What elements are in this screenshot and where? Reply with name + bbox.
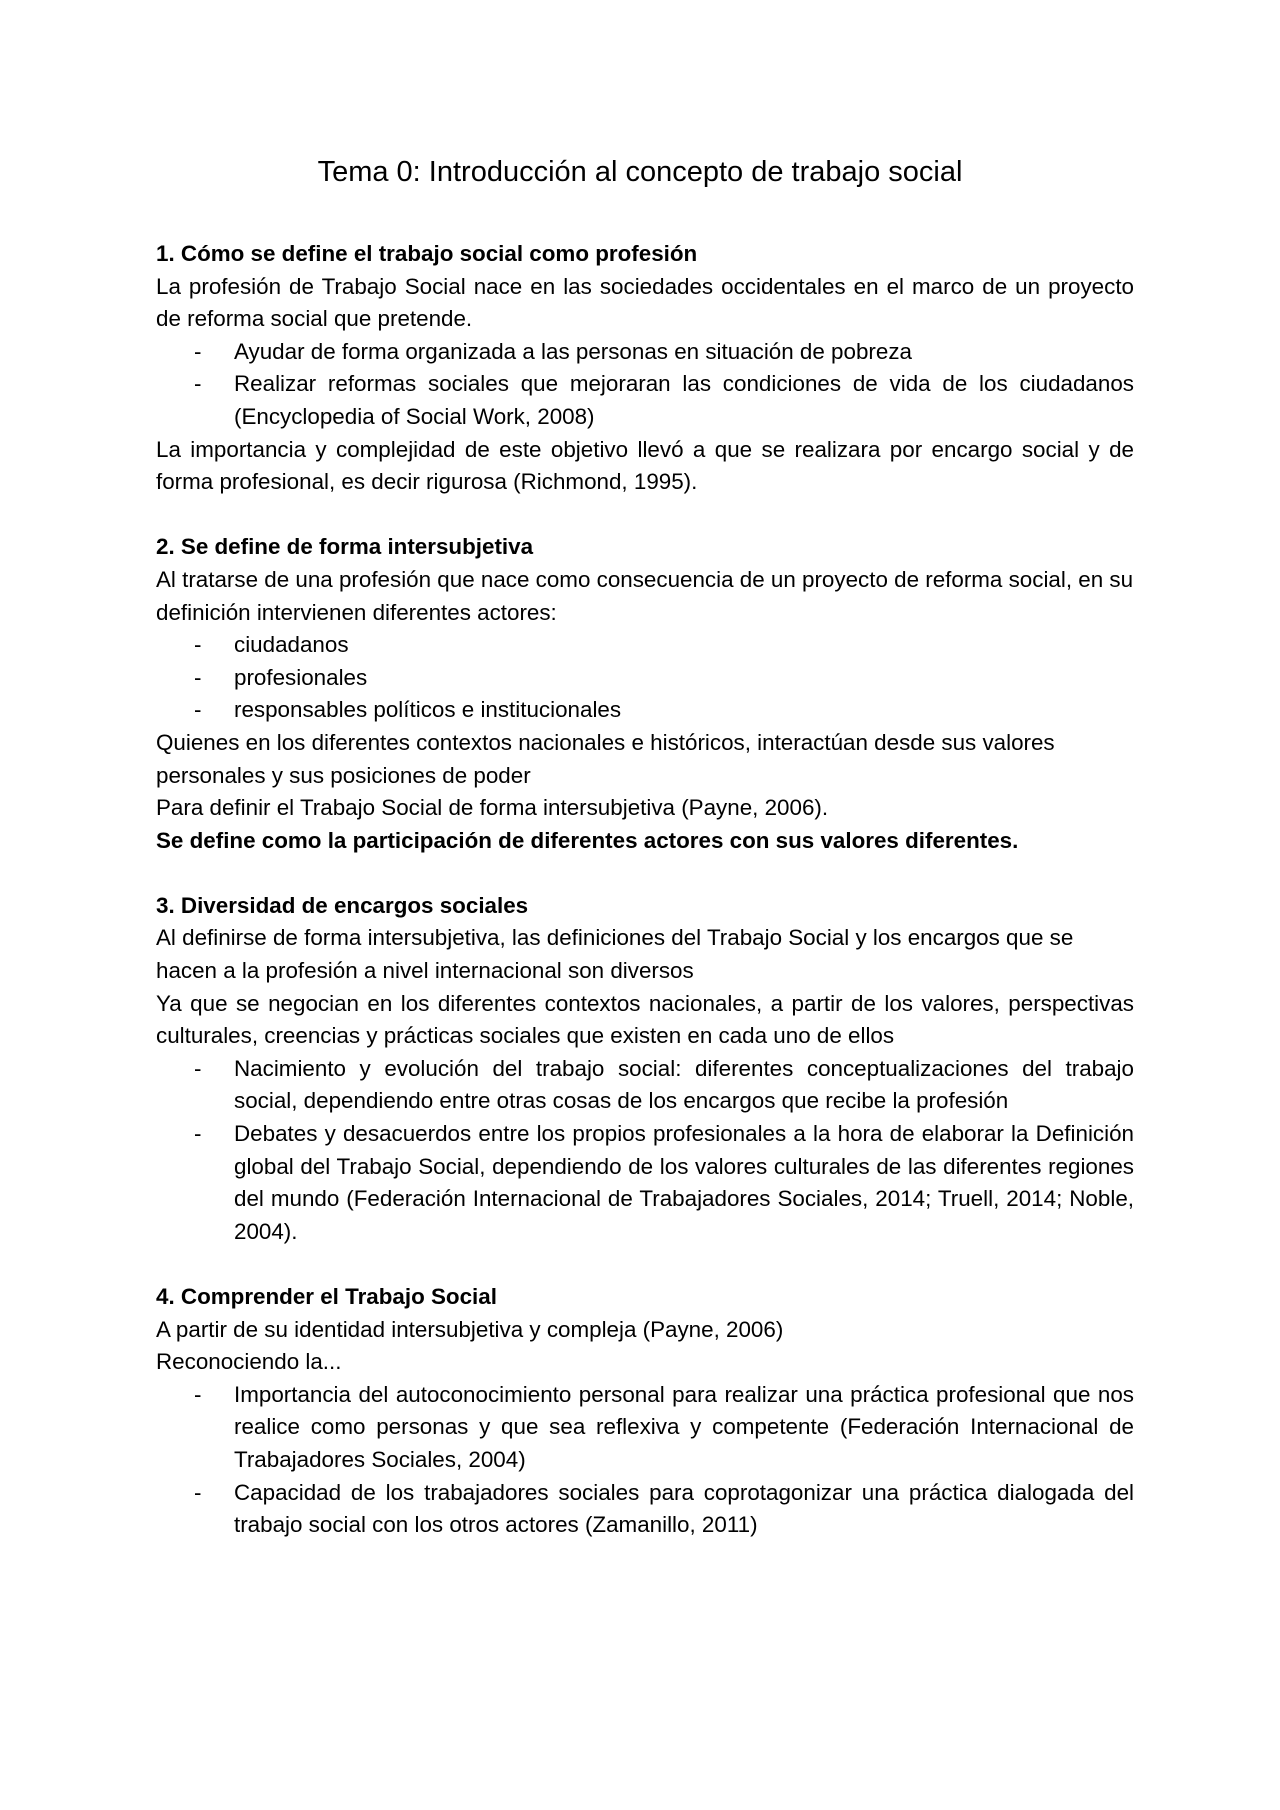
- paragraph: La importancia y complejidad de este objetivo llevó a que se realizara por encargo social y de forma profesional, es decir rigurosa (Richmond, 1995).: [156, 436, 1134, 495]
- bullet-list: [156, 629, 1134, 727]
- section-4: [156, 1281, 1134, 1542]
- section-heading: 3. Diversidad de encargos sociales: [156, 892, 529, 918]
- list-item: - Ayudar de forma organizada a las personas en situación de pobreza: [156, 336, 1134, 369]
- paragraph: Reconociendo la...: [156, 1349, 342, 1375]
- document-body: [156, 238, 1134, 1574]
- section-3: [156, 890, 1134, 1249]
- paragraph: Para definir el Trabajo Social de forma intersubjetiva (Payne, 2006).: [156, 795, 829, 821]
- paragraph: Al definirse de forma intersubjetiva, las definiciones del Trabajo Social y los encargos que se hacen a la profesión a nivel internacional son diversos: [156, 925, 1074, 984]
- bullet-list: [156, 336, 1134, 434]
- list-item: - Importancia del autoconocimiento personal para realizar una práctica profesional que nos realice como personas y que sea reflexiva y competente (Federación Internacional de Trabajadores Sociales, 2004): [156, 1379, 1134, 1477]
- bullet-list: [156, 1379, 1134, 1542]
- section-heading: 4. Comprender el Trabajo Social: [156, 1284, 497, 1309]
- bullet-list: [156, 1053, 1134, 1249]
- paragraph: La profesión de Trabajo Social nace en las sociedades occidentales en el marco de un proyecto de reforma social que pretende.: [156, 273, 1134, 332]
- paragraph: Al tratarse de una profesión que nace como consecuencia de un proyecto de reforma social, en su definición intervienen diferentes actores:: [156, 566, 1134, 625]
- section-2: [156, 531, 1134, 857]
- list-item: - Capacidad de los trabajadores sociales para coprotagonizar una práctica dialogada del trabajo social con los otros actores (Zamanillo, 2011): [156, 1477, 1134, 1542]
- paragraph: A partir de su identidad intersubjetiva y compleja (Payne, 2006): [156, 1316, 784, 1342]
- emphasis-statement: Se define como la participación de diferentes actores con sus valores diferentes.: [156, 827, 1019, 853]
- paragraph: Quienes en los diferentes contextos nacionales e históricos, interactúan desde sus valores personales y sus posiciones de poder: [156, 729, 1055, 788]
- list-item: - ciudadanos: [156, 629, 1134, 662]
- document-title: Tema 0: Introducción al concepto de trabajo social: [317, 156, 963, 188]
- list-item: - profesionales: [156, 662, 1134, 695]
- list-item: - Realizar reformas sociales que mejoraran las condiciones de vida de los ciudadanos (Encyclopedia of Social Work, 2008): [156, 368, 1134, 433]
- list-item: - Debates y desacuerdos entre los propios profesionales a la hora de elaborar la Definición global del Trabajo Social, dependiendo de los valores culturales de las diferentes regiones del mundo (Federación Internacional de Trabajadores Sociales, 2014; Truell, 2014; Noble, 2004).: [156, 1118, 1134, 1248]
- paragraph: Ya que se negocian en los diferentes contextos nacionales, a partir de los valores, perspectivas culturales, creencias y prácticas sociales que existen en cada uno de ellos: [156, 990, 1134, 1049]
- section-heading: 2. Se define de forma intersubjetiva: [156, 534, 534, 560]
- list-item: - responsables políticos e institucionales: [156, 694, 1134, 727]
- list-item: - Nacimiento y evolución del trabajo social: diferentes conceptualizaciones del trabajo social, dependiendo entre otras cosas de los encargos que recibe la profesión: [156, 1053, 1134, 1118]
- section-heading: 1. Cómo se define el trabajo social como profesión: [156, 241, 698, 266]
- section-1: [156, 238, 1134, 499]
